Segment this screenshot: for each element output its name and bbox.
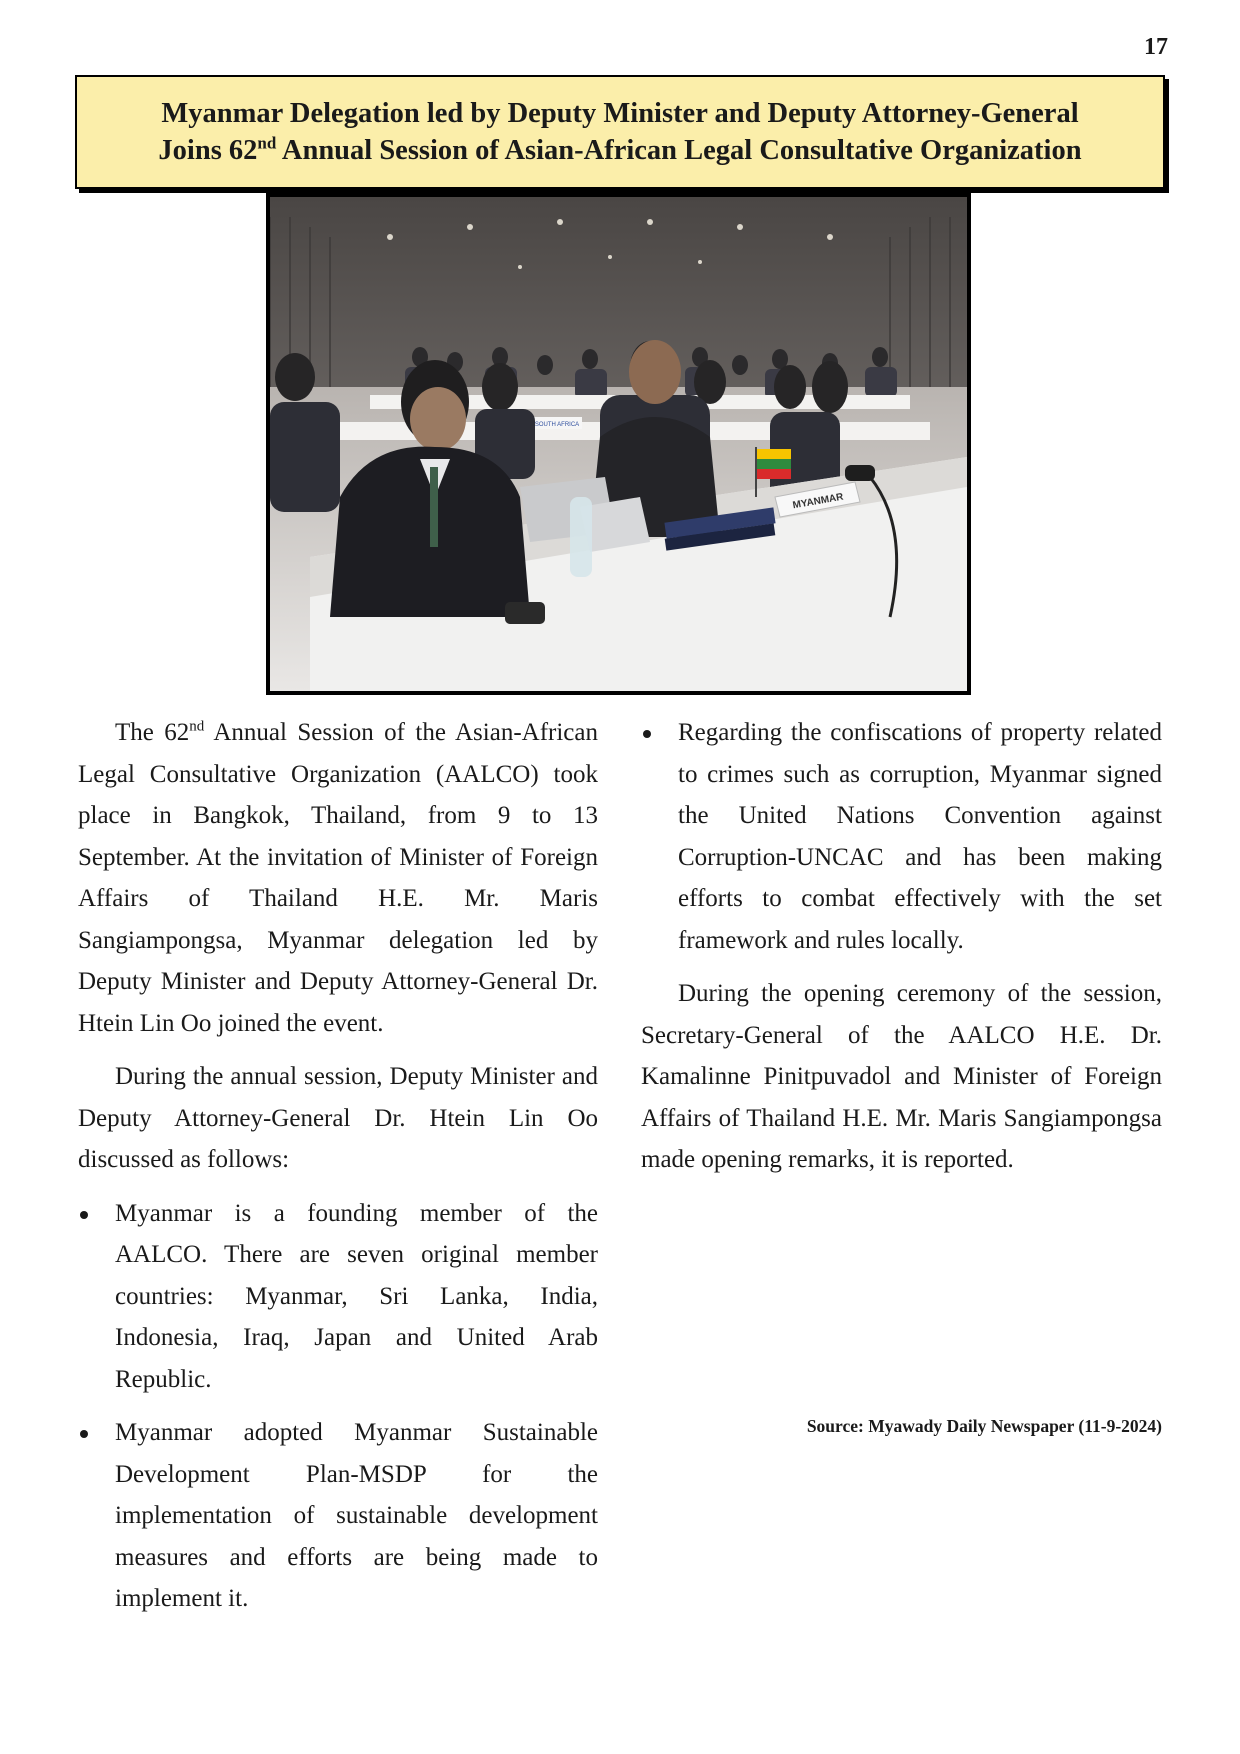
bullet-founding-member: Myanmar is a founding member of the AALCO. There are seven original member countries: Myanmar, Sri Lanka, India, Indonesia, Iraq, Japan and United Arab Republic. — [78, 1193, 598, 1401]
opening-ceremony-paragraph: During the opening ceremony of the session, Secretary-General of the AALCO H.E. Dr. Kamalinne Pinitpuvadol and Minister of Foreign Affairs of Thailand H.E. Mr. Maris Sangiampongsa made opening remarks, it is reported. — [641, 980, 1162, 1173]
intro-paragraph-rest: Annual Session of the Asian-African Legal Consultative Organization (AALCO) took place in Bangkok, Thailand, from 9 to 13 September. At the invitation of Minister of Foreign Affairs of Thailand H.E. Mr. Maris Sangiampongsa, Myanmar delegation led by Deputy Minister and Deputy Attorney-General Dr. Htein Lin Oo joined the event. — [78, 719, 598, 1037]
title-line-2 — [158, 132, 1081, 169]
left-column — [78, 712, 598, 1632]
back-country-sign: SOUTH AFRICA — [534, 422, 580, 428]
intro-paragraph — [78, 712, 598, 1044]
session-photo — [266, 193, 971, 695]
title-line-2-start: Joins 62 — [158, 135, 258, 166]
right-column — [641, 712, 1162, 1193]
discussion-points-list — [78, 1193, 598, 1620]
source-credit: Source: Myawady Daily Newspaper (11-9-2024) — [806, 1416, 1162, 1436]
intro-paragraph-start: The 62 — [115, 719, 190, 746]
intro-ordinal-suffix: nd — [189, 718, 205, 735]
title-line-1: Myanmar Delegation led by Deputy Minister and Deputy Attorney-General — [161, 98, 1079, 129]
title-line-2-end: Annual Session of Asian-African Legal Consultative Organization — [276, 135, 1082, 166]
bullet-msdp: Myanmar adopted Myanmar Sustainable Development Plan-MSDP for the implementation of sustainable development measures and efforts are being made to implement it. — [78, 1412, 598, 1620]
title-ordinal-suffix: nd — [257, 133, 277, 153]
article-title-box — [75, 75, 1165, 189]
discussion-points-list-continued — [641, 712, 1162, 961]
discussion-intro-paragraph: During the annual session, Deputy Minister and Deputy Attorney-General Dr. Htein Lin Oo discussed as follows: — [78, 1063, 598, 1173]
myanmar-nameplate: MYANMAR — [791, 491, 845, 512]
page-number: 17 — [1144, 34, 1168, 60]
bullet-uncac: Regarding the confiscations of property related to crimes such as corruption, Myanmar signed the United Nations Convention against Corruption-UNCAC and has been making efforts to combat effectively with the set framework and rules locally. — [641, 712, 1162, 961]
